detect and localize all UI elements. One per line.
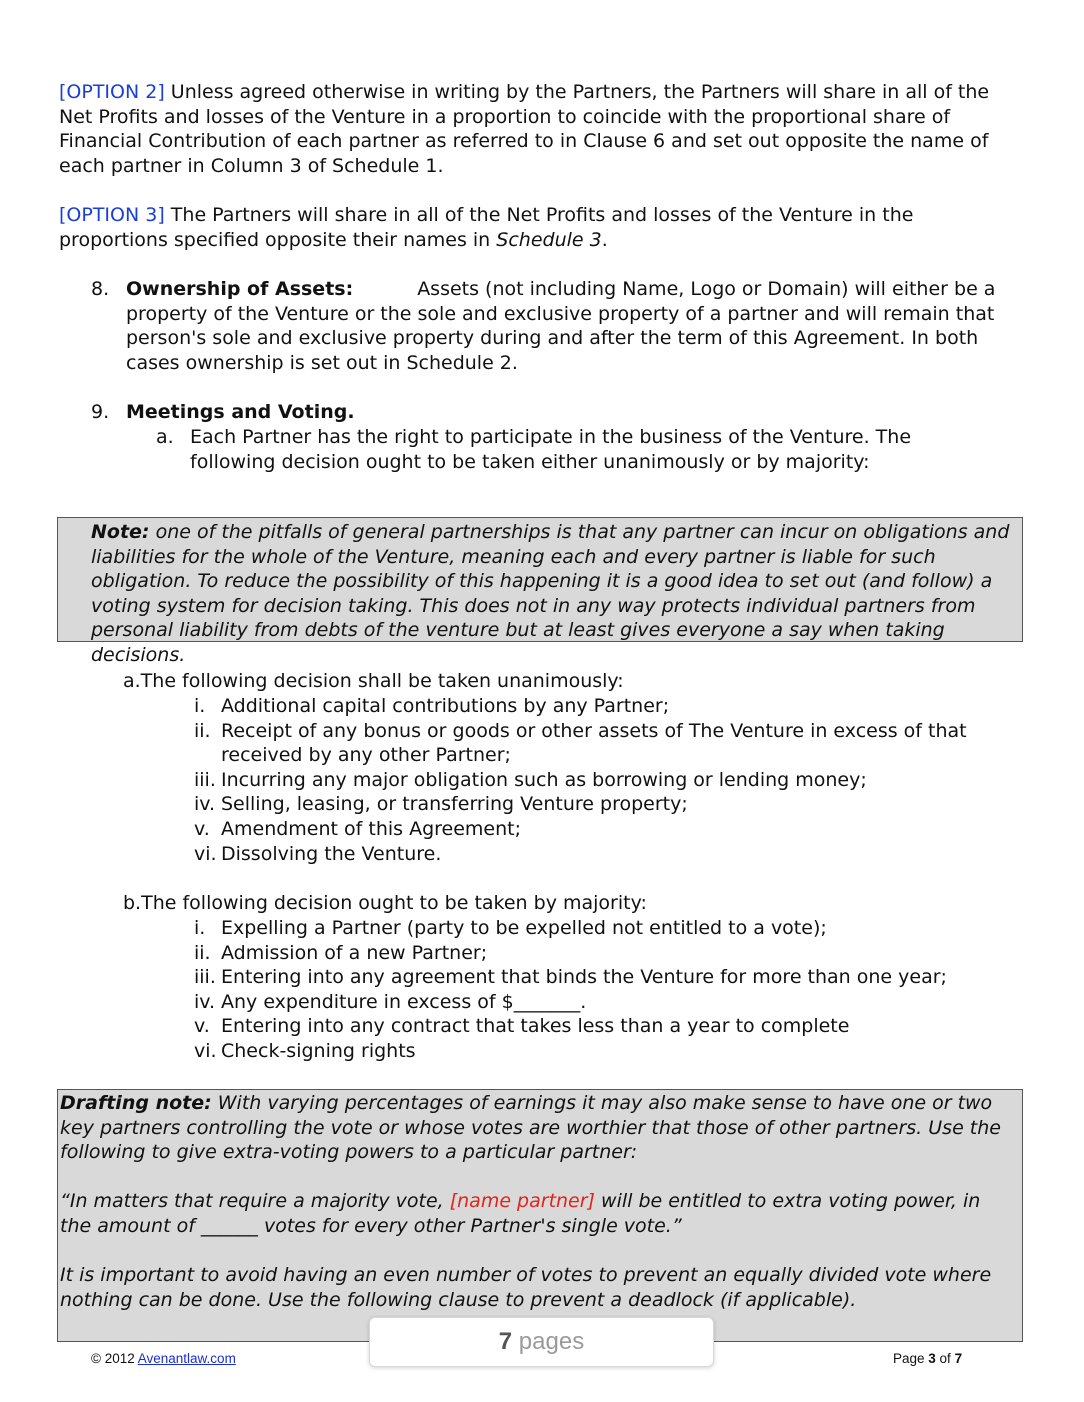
- option-2-paragraph: [59, 80, 1019, 178]
- list-item-number: v.: [194, 1015, 210, 1038]
- option-3-tag: [OPTION 3]: [59, 204, 165, 226]
- page-count-label: pages: [512, 1328, 585, 1355]
- list-item: Incurring any major obligation such as borrowing or lending money;: [221, 768, 867, 791]
- list-item: Receipt of any bonus or goods or other assets of The Venture in excess of that received by any other Partner;: [221, 719, 967, 767]
- list-item-number: iv.: [194, 793, 216, 816]
- note-text: one of the pitfalls of general partnerships is that any partner can incur on obligations and liabilities for the whole of the Venture, meaning each and every partner is liable for such obligation. To reduce the possibility of this happening it is a good idea to set out (and follow) a voting system for decision taking. This does not in any way protects individual partners from personal liability from debts of the venture but at least gives everyone a say when taking decisions.: [91, 521, 1010, 666]
- page-count: 7: [498, 1328, 513, 1355]
- note-paragraph: [91, 520, 1018, 668]
- list-item-number: ii.: [194, 941, 211, 964]
- list-item-number: ii.: [194, 719, 211, 742]
- option-3-text: The Partners will share in all of the Net Profits and losses of the Venture in the proportions specified opposite their names in: [59, 204, 914, 251]
- drafting-note-closing: It is important to avoid having an even number of votes to prevent an equally divided vote where nothing can be done. Use the following clause to prevent a deadlock (if applicable).: [60, 1264, 992, 1311]
- list-item: Amendment of this Agreement;: [221, 818, 522, 840]
- list-a-heading: a.The following decision shall be taken unanimously:: [123, 670, 624, 692]
- page-count-indicator[interactable]: [369, 1317, 714, 1367]
- list-b-heading: b.The following decision ought to be taken by majority:: [123, 892, 647, 914]
- footer-page-number: Page 3 of 7: [893, 1351, 963, 1366]
- list-item-number: iv.: [194, 990, 216, 1013]
- list-item: Check-signing rights: [221, 1040, 416, 1062]
- drafting-note-label: Drafting note:: [60, 1092, 212, 1114]
- list-item: Additional capital contributions by any Partner;: [221, 695, 670, 717]
- option-3-paragraph: [OPTION 3] The Partners will share in all of the Net Profits and losses of the Venture in the proportions specified opposite their names in Schedule 3.: [59, 204, 914, 251]
- clause-9-heading: Meetings and Voting.: [126, 401, 355, 423]
- drafting-note-text: With varying percentages of earnings it may also make sense to have one or two key partners controlling the vote or whose votes are worthier that those of other partners. Use the following to give extra-voting powers to a particular partner:: [60, 1092, 1001, 1164]
- list-item: Expelling a Partner (party to be expelled not entitled to a vote);: [221, 917, 827, 939]
- clause-8-number: 8.: [91, 278, 110, 300]
- clause-9a-text: Each Partner has the right to participate in the business of the Venture. The following decision ought to be taken either unanimously or by majority:: [190, 426, 912, 473]
- drafting-note-box: [57, 1089, 1023, 1342]
- clause-9-number: 9.: [91, 401, 110, 423]
- clause-8-paragraph: [126, 277, 1026, 375]
- list-item: Selling, leasing, or transferring Venture property;: [221, 793, 688, 816]
- clause-8-text: Assets (not including Name, Logo or Domain) will either be a property of the Venture or the sole and exclusive property of a partner and will remain that person's sole and exclusive property during and after the term of this Agreement. In both cases ownership is set out in Schedule 2.: [126, 278, 996, 374]
- list-item: Dissolving the Venture.: [221, 842, 442, 865]
- list-item-number: vi.: [194, 1040, 217, 1062]
- drafting-note-quote: “In matters that require a majority vote, [name partner] will be entitled to extra voting power, in the amount of ______ votes for every other Partner's single vote.”: [60, 1190, 981, 1237]
- list-item-number: iii.: [194, 966, 216, 989]
- list-item-number: v.: [194, 818, 210, 840]
- list-item-number: i.: [194, 695, 206, 717]
- list-item: Entering into any contract that takes less than a year to complete: [221, 1015, 850, 1038]
- clause-9a-letter: a.: [156, 426, 174, 448]
- option-2-text: Unless agreed otherwise in writing by the Partners, the Partners will share in all of the Net Profits and losses of the Venture in a proportion to coincide with the proportional share of Financial Contribution of each partner as referred to in Clause 6 and set out opposite the name of each partner in Column 3 of Schedule 1.: [59, 81, 990, 177]
- clause-8-heading: Ownership of Assets:: [126, 278, 354, 300]
- list-item-number: vi.: [194, 842, 217, 865]
- name-partner-placeholder: [name partner]: [449, 1190, 595, 1213]
- list-item-number: i.: [194, 917, 206, 939]
- note-label: Note:: [91, 521, 150, 543]
- option-2-tag: [OPTION 2]: [59, 81, 165, 103]
- list-item: Any expenditure in excess of $_______.: [221, 990, 587, 1013]
- schedule-3-ref: Schedule 3: [496, 228, 602, 251]
- note-box: [57, 517, 1023, 666]
- list-item: Entering into any agreement that binds the Venture for more than one year;: [221, 966, 947, 989]
- footer-copyright: © 2012 Avenantlaw.com: [91, 1351, 236, 1366]
- list-item-number: iii.: [194, 768, 216, 791]
- drafting-note-paragraph: [60, 1091, 1010, 1165]
- list-item: Admission of a new Partner;: [221, 941, 488, 964]
- footer-link[interactable]: Avenantlaw.com: [137, 1351, 236, 1366]
